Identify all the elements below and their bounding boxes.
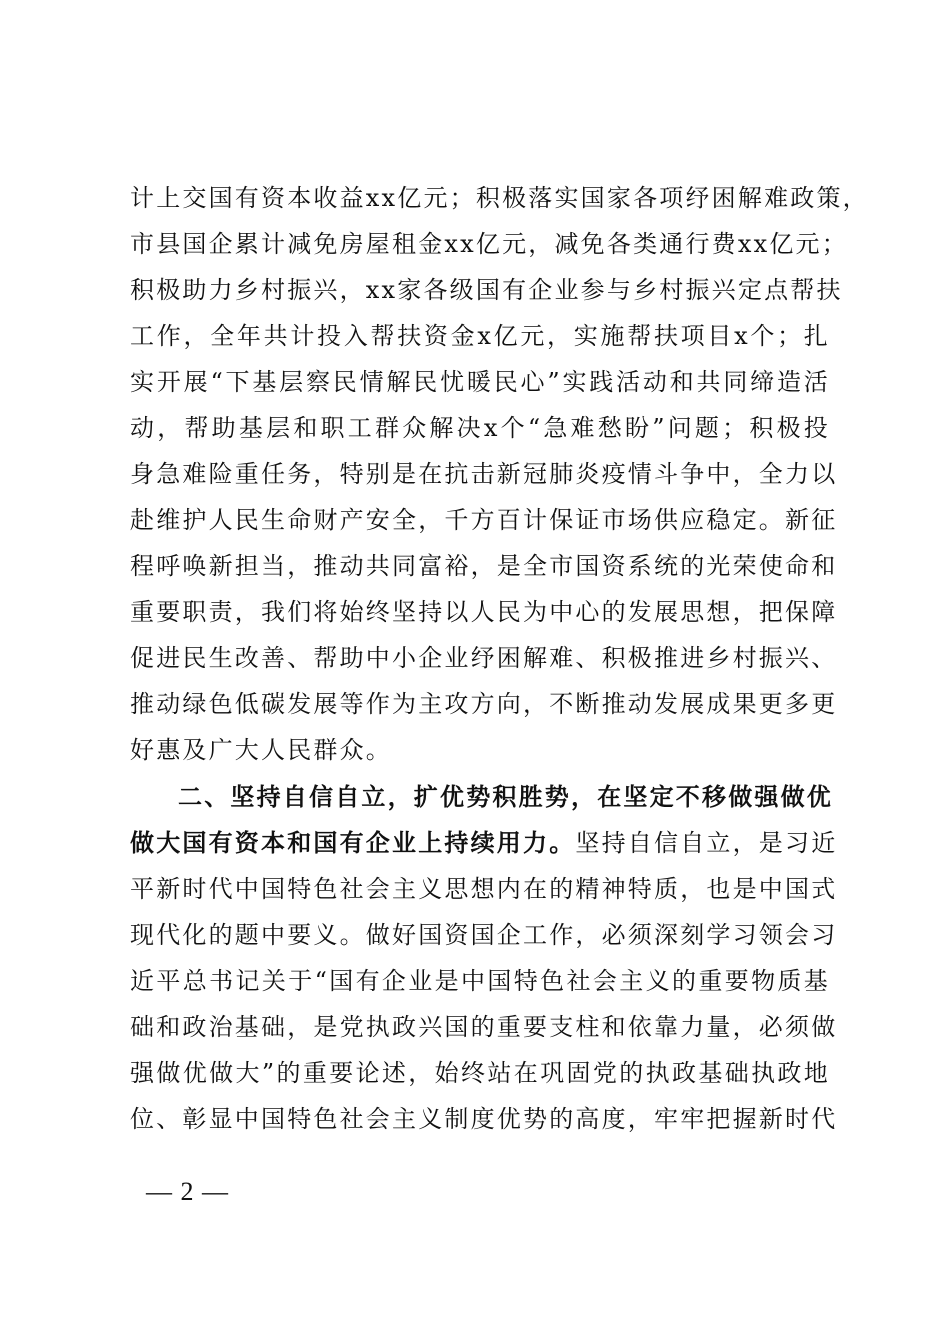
text-line: 计上交国有资本收益xx亿元；积极落实国家各项纾困解难政策， <box>130 184 869 212</box>
section-heading: 二、坚持自信自立，扩优势积胜势，在坚定不移做强做优 <box>178 782 833 811</box>
text-line: 积极助力乡村振兴，xx家各级国有企业参与乡村振兴定点帮扶 <box>130 276 843 304</box>
text-line-last: 好惠及广大人民群众。 <box>130 736 392 764</box>
text-line: 现代化的题中要义。做好国资国企工作，必须深刻学习领会习 <box>130 921 838 949</box>
text-line <box>130 828 838 858</box>
text-line: 强做优做大”的重要论述，始终站在巩固党的执政基础执政地 <box>130 1059 830 1087</box>
text-line: 赴维护人民生命财产安全，千方百计保证市场供应稳定。新征 <box>130 506 838 534</box>
text-line: 位、彰显中国特色社会主义制度优势的高度，牢牢把握新时代 <box>130 1105 838 1133</box>
text-line: 平新时代中国特色社会主义思想内在的精神特质，也是中国式 <box>130 875 838 903</box>
text-line: 实开展“下基层察民情解民忧暖民心”实践活动和共同缔造活 <box>130 368 830 396</box>
text-line: 动，帮助基层和职工群众解决x个“急难愁盼”问题；积极投 <box>130 414 830 442</box>
text-line: 工作，全年共计投入帮扶资金x亿元，实施帮扶项目x个；扎 <box>130 322 830 350</box>
text-line: 身急难险重任务，特别是在抗击新冠肺炎疫情斗争中，全力以 <box>130 460 838 488</box>
text-line: 促进民生改善、帮助中小企业纾困解难、积极推进乡村振兴、 <box>130 644 838 672</box>
text-line: 重要职责，我们将始终坚持以人民为中心的发展思想，把保障 <box>130 598 838 626</box>
page-number: — 2 — <box>146 1177 229 1206</box>
text-line: 础和政治基础，是党执政兴国的重要支柱和依靠力量，必须做 <box>130 1013 838 1041</box>
text-line: 推动绿色低碳发展等作为主攻方向，不断推动发展成果更多更 <box>130 690 838 718</box>
text-span: 坚持自信自立，是习近 <box>575 829 838 857</box>
section-heading-continuation: 做大国有资本和国有企业上持续用力。 <box>130 828 576 857</box>
text-line: 程呼唤新担当，推动共同富裕，是全市国资系统的光荣使命和 <box>130 552 838 580</box>
text-line: 市县国企累计减免房屋租金xx亿元，减免各类通行费xx亿元； <box>130 230 848 258</box>
text-line: 近平总书记关于“国有企业是中国特色社会主义的重要物质基 <box>130 967 830 995</box>
